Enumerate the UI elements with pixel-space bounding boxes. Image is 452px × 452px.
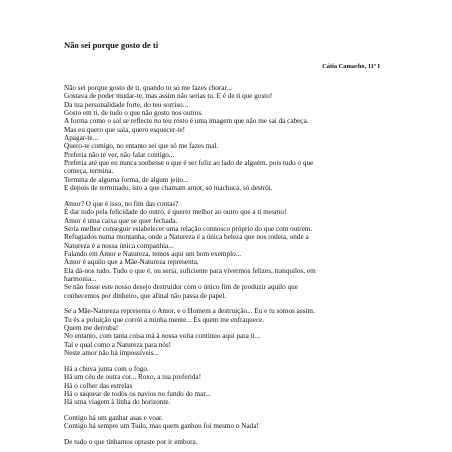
poem-line: É dar tudo pela felicidade do outro, é querer melhor ao outro que a ti mesmo!: [64, 208, 287, 217]
poem-line: Falando em Amor e Natureza, temos aqui um bom exemplo...: [64, 249, 242, 258]
poem-line: Amor é uma caixa que se quer fechada.: [64, 216, 178, 225]
poem-line: Da tua personalidade forte, do teu sorriso...: [64, 100, 189, 109]
poem-line: Há a chuva junta com o fogo.: [64, 364, 149, 373]
poem-line: De tudo o que tínhamos optaste por ir embora.: [64, 438, 198, 447]
poem-line: Se a Mãe-Natureza representa o Amor, e o Homem a destruição... Eu e tu somos assim.: [64, 307, 315, 316]
poem-line: Preferia não te ver, não falar contigo...: [64, 150, 175, 159]
poem-line: Há o saquear de todos os navios no fundo do mar...: [64, 389, 211, 398]
poem-line: No entanto, com tanta coisa má à nossa volta continuo aqui para ti...: [64, 332, 261, 341]
poem-line: Tal e qual como a Natureza para nós!: [64, 340, 172, 349]
poem-line: Refugiados numa montanha, onde a Natureza é a única beleza que nos rodeia, onde a: [64, 233, 309, 242]
poem-line: Apagar-te...: [64, 134, 98, 143]
poem-line: Há o colher das estrelas: [64, 381, 133, 390]
poem-line: A forma como o sol se reflecte no teu rosto é uma imagem que não me sai da cabeça.: [64, 117, 309, 126]
poem-author: Cátia Camacho, 11º I: [322, 63, 380, 70]
poem-line: Ela dá-nos tudo. Tudo o que é, ou seria, suficiente para vivermos felizes, tranquilos, em: [64, 266, 316, 275]
poem-stanza: [64, 438, 394, 446]
poem-stanza: [64, 307, 394, 357]
poem-line: Termina de alguma forma, de algum jeito...: [64, 175, 189, 184]
poem-line: Natureza é a nossa única companhia...: [64, 241, 174, 250]
poem-line: Gostava de poder mudar-te, mas assim não serias tu. E é de ti que gosto!: [64, 92, 273, 101]
poem-line: harmonia...: [64, 274, 97, 283]
poem-stanza: [64, 200, 394, 300]
poem-title: Não sei porque gosto de ti: [64, 40, 159, 50]
poem-line: Tu és a poluição que corrói a minha mente... És quem me enfraquece.: [64, 315, 265, 324]
poem-line: Preferia até que eu nunca soubesse o que é ser feliz ao lado de alguém, pois tudo o que: [64, 159, 314, 168]
poem-line: Há uma viagem à linha do horizonte.: [64, 398, 171, 407]
poem-stanza: [64, 365, 394, 407]
poem-line: Contigo há um ganhar asas e voar.: [64, 413, 163, 422]
poem-line: Seria melhor conseguir estabelecer uma relação connosco próprio do que com outrem.: [64, 224, 313, 233]
poem-line: Quero-te comigo, no entanto sei que só me fazes mal.: [64, 142, 219, 151]
poem-line: E depois de terminado, isto a que chamam amor, só machuca, só destrói.: [64, 184, 273, 193]
poem-line: Amor? O que é isso, no fim das contas?: [64, 199, 179, 208]
poem-line: começa, termina.: [64, 167, 114, 176]
poem-line: Neste amor não há impossíveis...: [64, 349, 159, 358]
poem-line: Quem me derruba!: [64, 324, 119, 333]
poem-line: Contigo há sempre um Tudo, mas quem ganhou foi mesmo o Nada!: [64, 422, 259, 431]
poem-body: [64, 84, 394, 452]
poem-line: Não sei porque gosto de ti, quando tu só me fazes chorar...: [64, 84, 232, 92]
poem-line: Gosto em ti, de tudo o que não gosto nos outros.: [64, 109, 203, 118]
poem-stanza: [64, 414, 394, 431]
poem-stanza: [64, 84, 394, 192]
poem-line: Se não fosse este nosso desejo destruidor com o único fim de produzir aquilo que: [64, 283, 298, 292]
poem-line: Há um céu de outra cor... Roxo, a tua preferida!: [64, 373, 202, 382]
poem-line: Amor é aquilo que a Mãe-Natureza representa.: [64, 258, 199, 267]
poem-line: Mas eu quero que saia, quero esquecer-te!: [64, 125, 185, 134]
poem-line: conhecemos por dinheiro, que afinal não passa de papel.: [64, 291, 227, 300]
